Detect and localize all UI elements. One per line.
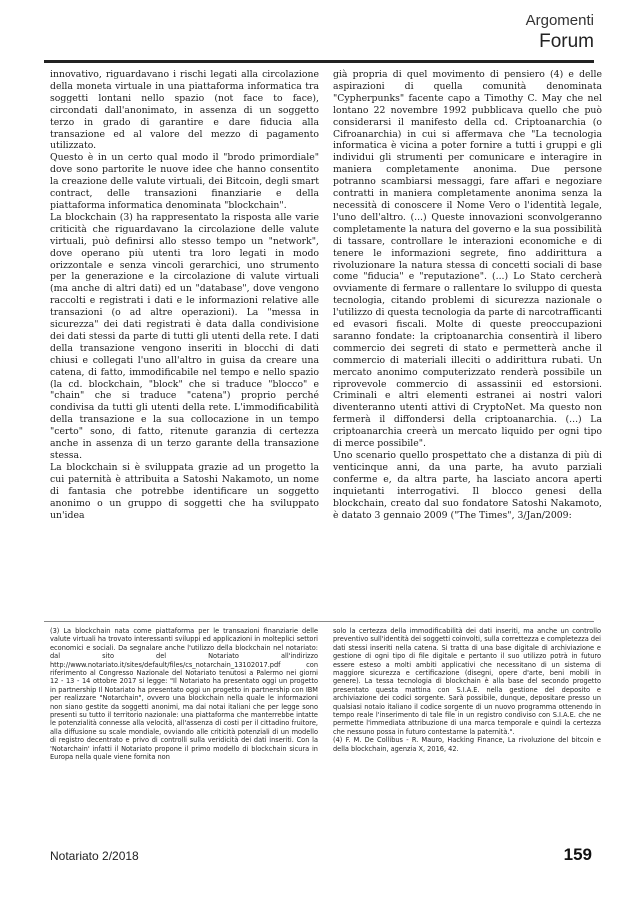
body-column-right: [333, 69, 602, 521]
footnote: (4) F. M. De Collibus - R. Mauro, Hacking Finance, La rivoluzione del bitcoin e della blockchain, agenzia X, 2016, 42.: [333, 736, 601, 753]
paragraph: già propria di quel movimento di pensiero (4) e delle aspirazioni di quella comunità denominata "Cypherpunks" facente capo a Timothy C. May che nel lontano 22 novembre 1992 pubblicava quello che può considerarsi il manifesto della cd. Criptoanarchia (o Cifroanarchia) in cui si affermava che "La tecnologia informatica è vicina a poter fornire a tutti i gruppi e gli individui gli strumenti per comunicare e interagire in maniera completamente anonima. Due persone potranno scambiarsi messaggi, fare affari e negoziare contratti in maniera completamente anonima senza la necessità di conoscere il Nome Vero o l'identità legale, l'uno dell'altro. (...) Queste innovazioni sconvolgeranno completamente la natura del governo e la sua possibilità di tassare, controllare le interazioni economiche e di tenere le informazioni segrete, fino addirittura a rivoluzionare la natura stessa di concetti sociali di base come "fiducia" e "reputazione". (...) Lo Stato cercherà ovviamente di fermare o rallentare lo sviluppo di questa tecnologia, citando problemi di sicurezza nazionale o l'utilizzo di questa tecnologia da parte di narcotrafficanti ed evasori fiscali. Molte di queste preoccupazioni saranno fondate: la criptoanarchia consentirà il libero commercio dei segreti di stato e permetterà anche il commercio di materiali illeciti o addirittura rubati. Un mercato anonimo computerizzato renderà possibile un riprovevole commercio di assassinii ed estorsioni. Criminali e altri elementi estranei ai nostri valori diventeranno utenti attivi di CryptoNet. Ma questo non fermerà il diffondersi della criptoanarchia. (...) La criptoanarchia creerà un mercato liquido per ogni tipo di merce possibile".: [333, 69, 602, 450]
header-rule: [44, 60, 594, 63]
header-section: Argomenti: [525, 12, 594, 29]
paragraph: Questo è in un certo qual modo il "brodo primordiale" dove sono partorite le nuove idee che hanno consentito la creazione delle valute virtuali, dei Bitcoin, degli smart contract, delle transazioni finanziarie e della piattaforma informatica denominata "blockchain".: [50, 152, 319, 211]
page-number: 159: [563, 845, 592, 864]
footnote: solo la certezza della immodificabilità dei dati inseriti, ma anche un controllo preventivo sull'identità dei soggetti coinvolti, sulla correttezza e completezza dei dati stessi inseriti nella catena. Si tratta di una base digitale di archiviazione e gestione di ogni tipo di file digitale e pertanto il suo utilizzo potrà in futuro essere esteso a molti ambiti applicativi che necessitano di un sistema di maggiore sicurezza e certificazione (disegni, opere d'arte, beni mobili in genere). La tessa tecnologia di blockchain è alla base del secondo progetto presentato questa mattina con S.I.A.E. nella gestione del deposito e archiviazione dei codici sorgente. Sarà possibile, dunque, depositare presso un qualsiasi notaio italiano il codice sorgente di un nuovo programma ottenendo in tempo reale l'inserimento di tale file in un registro condiviso con S.I.A.E. che ne permette l'immediata attribuzione di una marca temporale e quindi la certezza che nessuno possa in futuro contestarne la paternità.".: [333, 627, 601, 736]
footnote-rule: [44, 621, 594, 622]
journal-issue: Notariato 2/2018: [50, 849, 139, 863]
header-subsection: Forum: [539, 31, 594, 52]
paragraph: La blockchain si è sviluppata grazie ad un progetto la cui paternità è attribuita a Satoshi Nakamoto, un nome di fantasia che potrebbe identificare un soggetto anonimo o un gruppo di soggetti che ha sviluppato un'idea: [50, 461, 319, 521]
paragraph: Uno scenario quello prospettato che a distanza di più di venticinque anni, da una parte, ha avuto parziali conferme e, da altra parte, ha lasciato ancora aperti inquietanti interrogativi. Il blocco genesi della blockchain, creato dal suo fondatore Satoshi Nakamoto, è datato 3 gennaio 2009 ("The Times", 3/Jan/2009:: [333, 450, 602, 521]
running-header: [526, 12, 594, 53]
footnote: (3) La blockchain nata come piattaforma per le transazioni finanziarie delle valute virtuali ha trovato interessanti sviluppi ed applicazioni in molteplici settori economici e sociali. Da segnalare anche l'utilizzo della blockchain nel notariato: dal sito del Notariato all'indirizzo http://www.notariato.it/sites/default/files/cs_notarchain_13102017.pdf con riferimento al Congresso Nazionale del Notariato tenutosi a Palermo nei giorni 12 - 13 - 14 ottobre 2017 si legge: "Il Notariato ha presentato oggi un progetto in partnership Il Notariato ha presentato oggi un progetto in partnership con IBM per realizzare "Notarchain", ovvero una blockchain nella quale le informazioni non siano gestite da soggetti anonimi, ma dai notai italiani che per legge sono presenti su tutto il territorio nazionale: una piattaforma che manterrebbe intatte le potenzialità connesse alla velocità, all'assenza di costi per il cittadino fruitore, alla diffusione su scale mondiale, ovviando alle criticità potenziali di un modello di registro decentrato e privo di controlli sulla veridicità dei dati inseriti. Con la 'Notarchain' infatti il Notariato propone il primo modello di blockchain sicura in Europa nella quale viene fornita non: [50, 627, 318, 762]
footnotes-left: [50, 627, 318, 762]
body-column-left: [50, 69, 319, 521]
footnotes-right: [333, 627, 601, 753]
paragraph: innovativo, riguardavano i rischi legati alla circolazione della moneta virtuale in una piattaforma informatica tra soggetti lontani nello spazio (not face to face), circondati dall'anonimato, in assenza di un soggetto terzo in grado di garantire e dare fiducia alla transazione ed al valore del mezzo di pagamento utilizzato.: [50, 69, 319, 152]
paragraph: La blockchain (3) ha rappresentato la risposta alle varie criticità che riguardavano la circolazione delle valute virtuali, può definirsi allo stesso tempo un "network", dove operano più utenti tra loro legati in modo orizzontale e senza vincoli gerarchici, uno strumento per la generazione e la circolazione di valute virtuali (ma anche di altri dati) ed un "database", dove vengono raccolti e registrati i dati e le informazioni relative alle transazioni (o ad altre operazioni). La "messa in sicurezza" dei dati registrati è data dalla condivisione dei dati stessi da parte di tutti gli utenti della rete. I dati della transazione vengono inseriti in blocchi di dati chiusi e collegati l'uno all'altro in guisa da creare una catena, di fatto, immodificabile nel tempo e nello spazio (la cd. blockchain, "block" che si traduce "blocco" e "chain" che si traduce "catena") proprio perché condivisa da tutti gli utenti della rete. L'immodificabilità della transazione e la sua collocazione in un tempo "certo" sono, di fatto, ritenute garanzia di certezza anche in assenza di un terzo garante della transazione stessa.: [50, 211, 319, 461]
